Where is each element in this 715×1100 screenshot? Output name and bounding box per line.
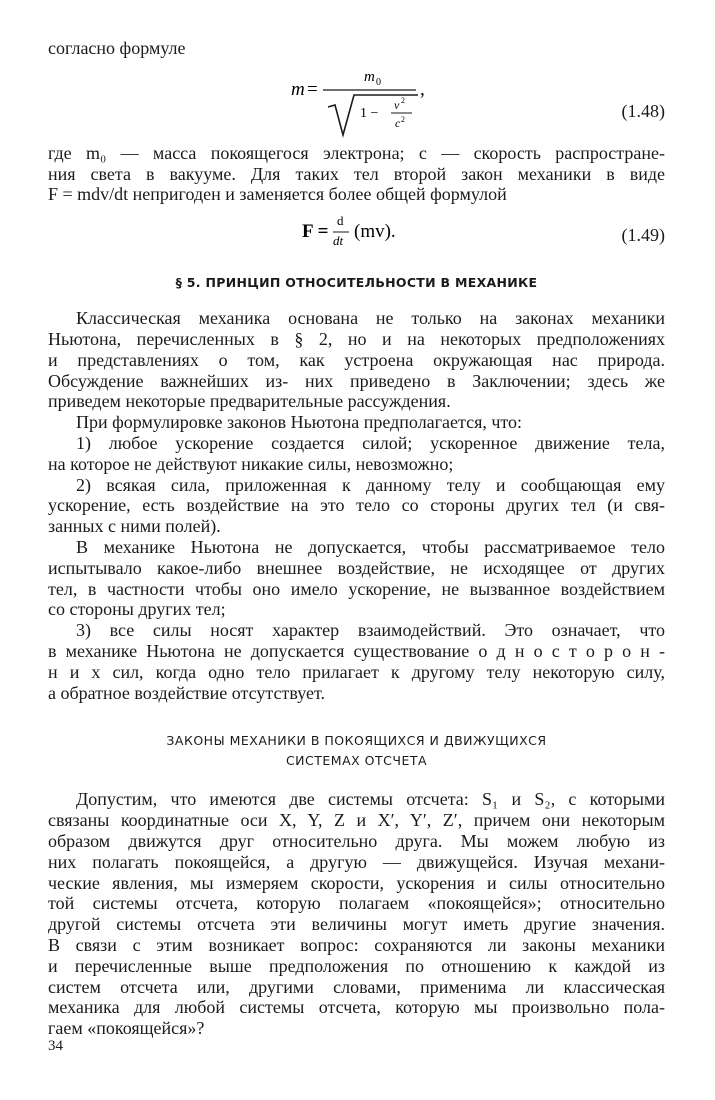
page-number: 34 (48, 1038, 63, 1054)
f148-rad-one: 1 − (360, 105, 379, 121)
text-line: систем отсчета или, другими словами, применима ли классическая (48, 976, 665, 997)
f148-comma: , (420, 78, 425, 100)
text-line: ускорение, есть воздействие на это тело со стороны других тел (и свя- (48, 495, 665, 516)
text-line: В механике Ньютона не допускается, чтобы рассматриваемое тело (76, 536, 665, 557)
subheading (48, 731, 665, 771)
f148-rad-den: c (395, 115, 401, 130)
text-line: связаны координатные оси X, Y, Z и X′, Y′, Z′, причем они некоторым (48, 810, 665, 831)
text-line: ния света в вакууме. Для таких тел второй закон механики в виде (48, 163, 665, 184)
text-line: них полагать покоящейся, а другую — движущейся. Изучая механи- (48, 851, 665, 872)
text-line: Обсуждение важнейших из- них приведено в Заключении; здесь же (48, 370, 665, 391)
f148-rad-num-sq: 2 (401, 95, 405, 105)
text-line: и перечисленные выше предположения по отношению к каждой из (48, 955, 665, 976)
f149-den: dt (333, 233, 344, 249)
text-line: другой системы отсчета эти величины могут иметь другие значения. (48, 914, 665, 935)
para-after-148 (48, 143, 665, 205)
f148-rad-den-sq: 2 (401, 114, 405, 124)
equation-number-1-48: (1.48) (621, 100, 665, 121)
text-line: F = mdv/dt непригоден и заменяется более общей формулой (48, 184, 507, 205)
formula-1-48 (48, 59, 665, 143)
page-content (48, 30, 665, 1039)
text-line: механика для любой системы отсчета, которую мы произвольно пола- (48, 997, 665, 1018)
subheading-line: ЗАКОНЫ МЕХАНИКИ В ПОКОЯЩИХСЯ И ДВИЖУЩИХСЯ (166, 733, 547, 749)
text-line: 1) любое ускорение создается силой; ускоренное движение тела, (76, 432, 665, 453)
f148-num-sub: 0 (376, 76, 381, 88)
f149-num: d (337, 213, 344, 229)
text-line: гаем «покоящейся»? (48, 1018, 205, 1039)
f148-lhs: m (291, 78, 305, 100)
text-line: приведем некоторые предварительные рассуждения. (48, 391, 451, 412)
f149-rhs: (mv). (354, 221, 396, 243)
section-heading: § 5. ПРИНЦИП ОТНОСИТЕЛЬНОСТИ В МЕХАНИКЕ (175, 275, 538, 291)
text-line: испытывало какое-либо внешнее воздействие, не исходящее от других (48, 557, 665, 578)
text-line: При формулировке законов Ньютона предполагается, что: (76, 412, 523, 433)
text-line: той системы отсчета, которую полагаем «покоящейся»; относительно (48, 893, 665, 914)
f148-num: m (364, 68, 375, 85)
text-line: 2) всякая сила, приложенная к данному телу и сообщающая ему (76, 474, 665, 495)
text-line: тел, в частности чтобы оно имело ускорение, не вызванное воздействием (48, 578, 665, 599)
text-line: Допустим, что имеются две системы отсчета: S₁ и S₂, с которыми (76, 789, 665, 810)
subheading-line: СИСТЕМАХ ОТСЧЕТА (285, 753, 428, 769)
formula-1-49 (48, 205, 665, 255)
text-line: занных с ними полей). (48, 516, 221, 537)
text-line: ческие явления, мы измеряем скорости, ускорения и силы относительно (48, 872, 665, 893)
text-line: со стороны других тел; (48, 599, 226, 620)
body-text (48, 308, 665, 703)
text-line: Ньютона, перечисленных в § 2, но и на некоторых предположениях (48, 328, 665, 349)
text-line: где m₀ — масса покоящегося электрона; c — скорость распростране- (48, 142, 665, 163)
text-line: а обратное воздействие отсутствует. (48, 682, 325, 703)
intro-line: согласно формуле (48, 38, 186, 58)
text-line: 3) все силы носят характер взаимодействий. Это означает, что (76, 620, 665, 641)
final-paragraph (48, 789, 665, 1039)
text-line: н и х сил, когда одно тело прилагает к другому телу некоторую силу, (48, 661, 665, 682)
formula-1-48-svg (48, 59, 488, 143)
text-line: на которое не действуют никакие силы, невозможно; (48, 453, 454, 474)
text-line: в механике Ньютона не допускается существование о д н о с т о р о н - (48, 640, 665, 661)
f148-equals: = (307, 78, 318, 100)
f148-rad-num: v (394, 97, 400, 112)
f149-lhs: F = (302, 221, 329, 243)
text-line: и представлениях о том, как устроена окружающая нас природа. (48, 349, 665, 370)
equation-number-1-49: (1.49) (621, 225, 665, 246)
text-line: Классическая механика основана не только на законах механики (76, 308, 665, 329)
text-line: В связи с этим возникает вопрос: сохраняются ли законы механики (48, 934, 665, 955)
formula-1-49-svg (48, 205, 488, 255)
text-line: образом движутся друг относительно друга. Мы можем любую из (48, 830, 665, 851)
